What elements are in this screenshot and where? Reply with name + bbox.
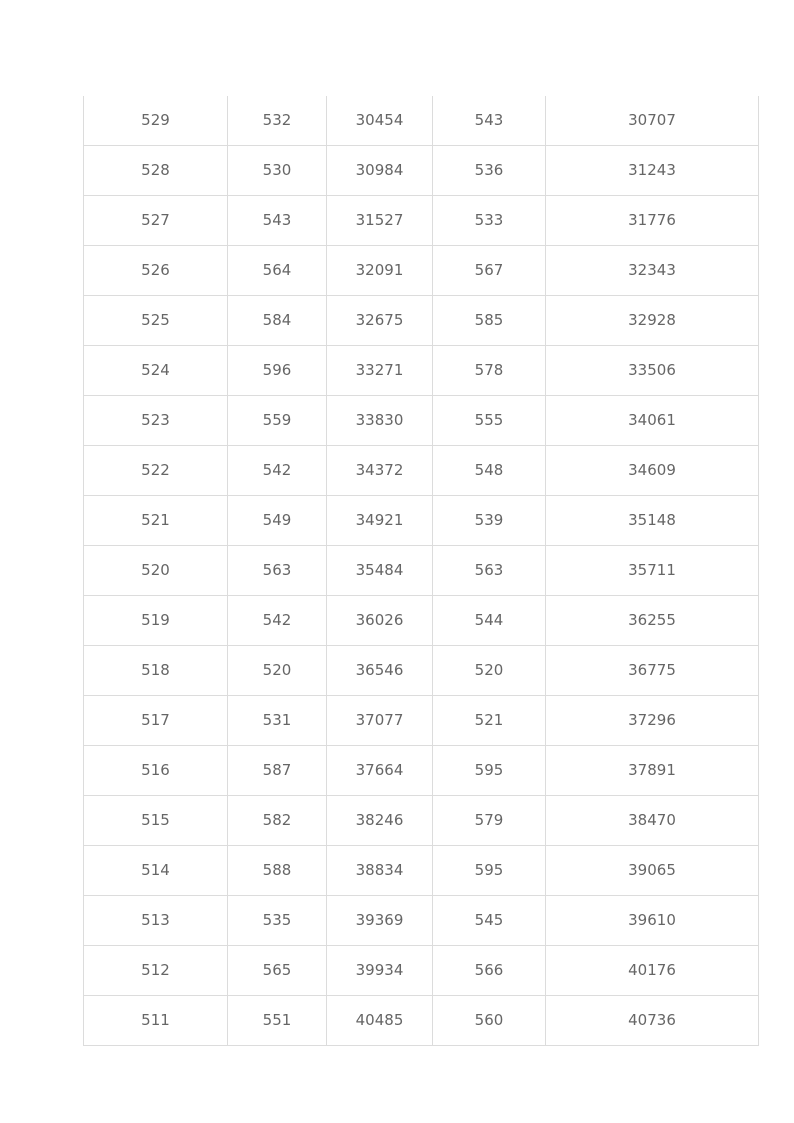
table-cell: 551 [228, 996, 327, 1046]
table-cell: 516 [84, 746, 228, 796]
table-cell: 533 [433, 196, 546, 246]
table-cell: 31776 [546, 196, 759, 246]
table-cell: 33271 [327, 346, 433, 396]
table-cell: 37664 [327, 746, 433, 796]
table-cell: 566 [433, 946, 546, 996]
table-cell: 544 [433, 596, 546, 646]
table-cell: 543 [433, 96, 546, 146]
table-row [84, 146, 759, 196]
table-cell: 532 [228, 96, 327, 146]
table-cell: 526 [84, 246, 228, 296]
table-row [84, 96, 759, 146]
table-cell: 39610 [546, 896, 759, 946]
table-cell: 531 [228, 696, 327, 746]
table-cell: 564 [228, 246, 327, 296]
table-cell: 543 [228, 196, 327, 246]
table-cell: 34372 [327, 446, 433, 496]
table-body [84, 96, 759, 1046]
table-row [84, 746, 759, 796]
table-row [84, 396, 759, 446]
table-cell: 579 [433, 796, 546, 846]
table-cell: 32091 [327, 246, 433, 296]
table-row [84, 646, 759, 696]
table-cell: 545 [433, 896, 546, 946]
table-cell: 595 [433, 846, 546, 896]
table-cell: 588 [228, 846, 327, 896]
table-cell: 33506 [546, 346, 759, 396]
table-cell: 520 [84, 546, 228, 596]
table-cell: 565 [228, 946, 327, 996]
table-row [84, 496, 759, 546]
table-cell: 39934 [327, 946, 433, 996]
table-cell: 30454 [327, 96, 433, 146]
table-cell: 36546 [327, 646, 433, 696]
table-row [84, 246, 759, 296]
table-cell: 39065 [546, 846, 759, 896]
table-cell: 519 [84, 596, 228, 646]
table-cell: 584 [228, 296, 327, 346]
table-cell: 559 [228, 396, 327, 446]
table-cell: 34061 [546, 396, 759, 446]
table-cell: 523 [84, 396, 228, 446]
table-row [84, 696, 759, 746]
table-row [84, 996, 759, 1046]
table-row [84, 796, 759, 846]
table-cell: 560 [433, 996, 546, 1046]
table-cell: 535 [228, 896, 327, 946]
table-cell: 582 [228, 796, 327, 846]
table-cell: 40736 [546, 996, 759, 1046]
table-row [84, 896, 759, 946]
table-cell: 514 [84, 846, 228, 896]
table-cell: 587 [228, 746, 327, 796]
table-cell: 521 [433, 696, 546, 746]
table-cell: 34609 [546, 446, 759, 496]
table-cell: 39369 [327, 896, 433, 946]
table-cell: 520 [433, 646, 546, 696]
table-cell: 30707 [546, 96, 759, 146]
table-cell: 37077 [327, 696, 433, 746]
table-cell: 32343 [546, 246, 759, 296]
table-cell: 555 [433, 396, 546, 446]
table-cell: 34921 [327, 496, 433, 546]
table-row [84, 296, 759, 346]
table-cell: 515 [84, 796, 228, 846]
table-row [84, 196, 759, 246]
table-cell: 32675 [327, 296, 433, 346]
table-cell: 32928 [546, 296, 759, 346]
table-cell: 30984 [327, 146, 433, 196]
table-cell: 36026 [327, 596, 433, 646]
table-cell: 527 [84, 196, 228, 246]
table-cell: 35148 [546, 496, 759, 546]
table-cell: 567 [433, 246, 546, 296]
table-row [84, 346, 759, 396]
table-cell: 511 [84, 996, 228, 1046]
table-cell: 33830 [327, 396, 433, 446]
score-table [83, 96, 759, 1046]
table-cell: 513 [84, 896, 228, 946]
table-row [84, 546, 759, 596]
table-cell: 524 [84, 346, 228, 396]
table-cell: 530 [228, 146, 327, 196]
table-cell: 37891 [546, 746, 759, 796]
table-cell: 512 [84, 946, 228, 996]
table-cell: 595 [433, 746, 546, 796]
table-cell: 36255 [546, 596, 759, 646]
table-cell: 563 [433, 546, 546, 596]
table-cell: 529 [84, 96, 228, 146]
table-cell: 536 [433, 146, 546, 196]
table-cell: 585 [433, 296, 546, 346]
table-cell: 518 [84, 646, 228, 696]
table-cell: 525 [84, 296, 228, 346]
table-cell: 517 [84, 696, 228, 746]
table-cell: 36775 [546, 646, 759, 696]
table-row [84, 596, 759, 646]
table-row [84, 946, 759, 996]
table-cell: 38470 [546, 796, 759, 846]
table-cell: 35484 [327, 546, 433, 596]
table-cell: 539 [433, 496, 546, 546]
table-row [84, 446, 759, 496]
table-cell: 563 [228, 546, 327, 596]
table-cell: 35711 [546, 546, 759, 596]
table-cell: 596 [228, 346, 327, 396]
table-cell: 521 [84, 496, 228, 546]
table-cell: 528 [84, 146, 228, 196]
table-cell: 578 [433, 346, 546, 396]
table-cell: 37296 [546, 696, 759, 746]
table-cell: 522 [84, 446, 228, 496]
table-cell: 40485 [327, 996, 433, 1046]
table-cell: 542 [228, 596, 327, 646]
table-cell: 542 [228, 446, 327, 496]
table-cell: 520 [228, 646, 327, 696]
table-cell: 549 [228, 496, 327, 546]
table-row [84, 846, 759, 896]
table-cell: 548 [433, 446, 546, 496]
table-cell: 38246 [327, 796, 433, 846]
table-cell: 31527 [327, 196, 433, 246]
table-cell: 31243 [546, 146, 759, 196]
table-cell: 38834 [327, 846, 433, 896]
table-cell: 40176 [546, 946, 759, 996]
